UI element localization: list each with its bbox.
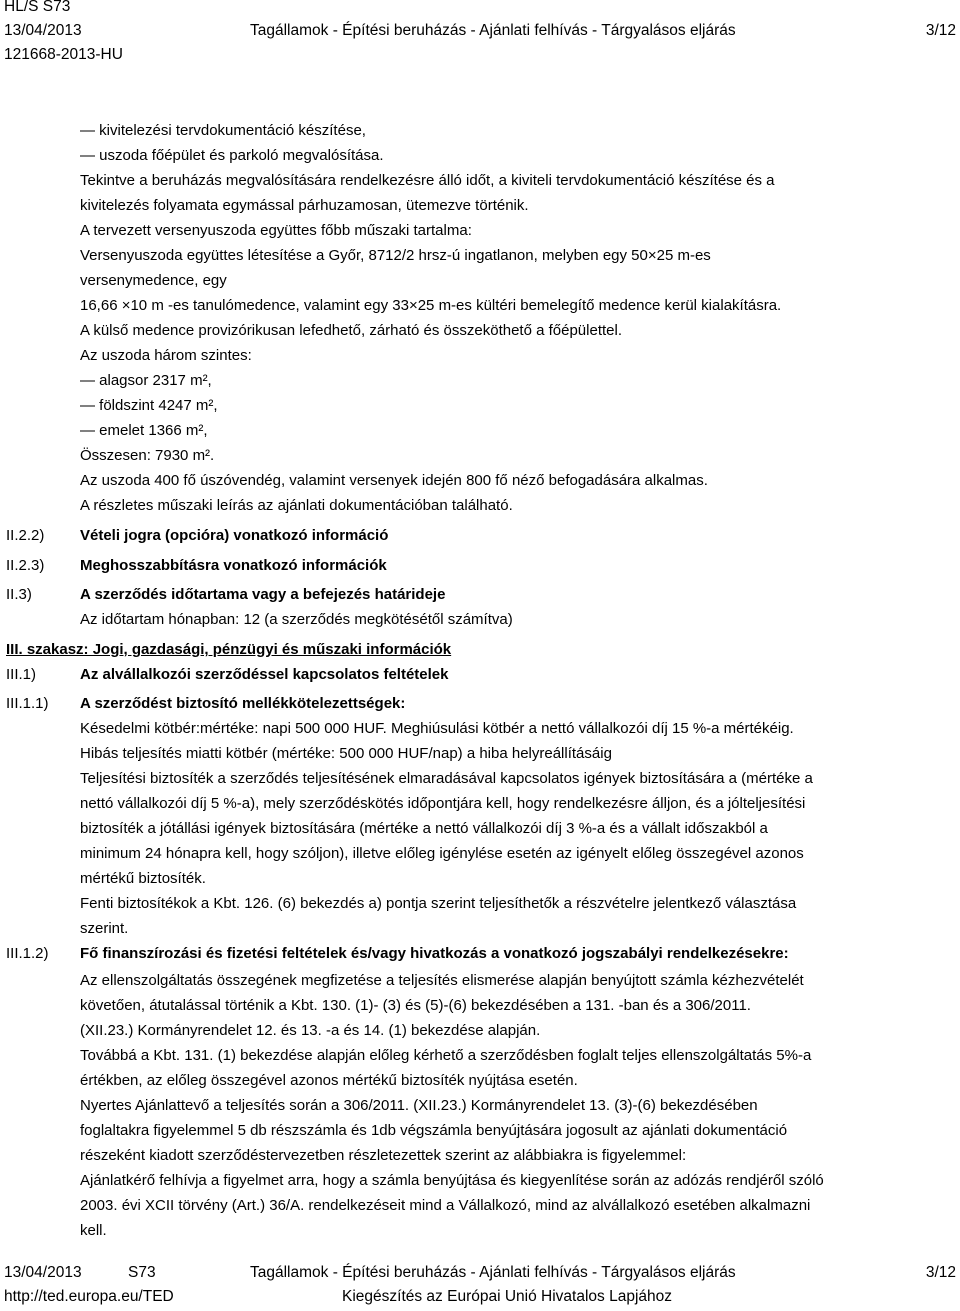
body-line: Továbbá a Kbt. 131. (1) bekezdése alapján előleg kérhető a szerződésben foglalt teljes ellenszolgáltatás 5%-a [80,1047,812,1064]
section-heading: Az alvállalkozói szerződéssel kapcsolatos feltételek [80,666,449,683]
body-line: Tekintve a beruházás megvalósítására rendelkezésre álló időt, a kiviteli tervdokumentáció készítése és a [80,172,775,189]
header-journal-ref: HL/S S73 [4,0,71,15]
body-line: Az ellenszolgáltatás összegének megfizetése a teljesítés elismerése alapján benyújtott számla kézhezvételét [80,972,804,989]
section-number: II.3) [6,586,32,603]
body-line: A külső medence provizórikusan lefedhető, zárható és összeköthető a főépülettel. [80,322,622,339]
body-line: kell. [80,1222,107,1239]
section-number: II.2.2) [6,527,45,544]
section-heading: A szerződést biztosító mellékkötelezettségek: [80,695,406,712]
body-line: A részletes műszaki leírás az ajánlati dokumentációban található. [80,497,513,514]
body-line: Teljesítési biztosíték a szerződés teljesítésének elmaradásával kapcsolatos igények biztosítására a (mértéke a [80,770,813,787]
section-heading: Fő finanszírozási és fizetési feltételek és/vagy hivatkozás a vonatkozó jogszabályi rendelkezésekre: [80,945,789,962]
section-heading: A szerződés időtartama vagy a befejezés határideje [80,586,446,603]
body-line: Összesen: 7930 m². [80,447,215,464]
footer-supplement: Kiegészítés az Európai Unió Hivatalos Lapjához [342,1288,672,1305]
part-heading: III. szakasz: Jogi, gazdasági, pénzügyi és műszaki információk [6,641,452,658]
section-number: III.1.2) [6,945,49,962]
footer-page-number: 3/12 [925,1264,956,1281]
body-line: Versenyuszoda együttes létesítése a Győr, 8712/2 hrsz-ú ingatlanon, melyben egy 50×25 m-es [80,247,711,264]
body-line: Ajánlatkérő felhívja a figyelmet arra, hogy a számla benyújtása és kiegyenlítése során az adózás rendjéről szóló [80,1172,824,1189]
body-line: versenymedence, egy [80,272,227,289]
body-line: Az uszoda 400 fő úszóvendég, valamint versenyek idején 800 fő néző befogadására alkalmas. [80,472,708,489]
body-line: (XII.23.) Kormányrendelet 12. és 13. -a és 14. (1) bekezdése alapján. [80,1022,541,1039]
footer-series: S73 [128,1264,156,1281]
header-document-id: 121668-2013-HU [4,46,123,63]
body-line: — kivitelezési tervdokumentáció készítése, [80,122,366,139]
section-heading: Vételi jogra (opcióra) vonatkozó információ [80,527,389,544]
body-line: Fenti biztosítékok a Kbt. 126. (6) bekezdés a) pontja szerint teljesíthetők a részvételre jelentkező választása [80,895,797,912]
body-line: Nyertes Ajánlattevő a teljesítés során a 306/2011. (XII.23.) Kormányrendelet 13. (3)-(6) bekezdésében [80,1097,758,1114]
body-line: kivitelezés folyamata egymással párhuzamosan, ütemezve történik. [80,197,529,214]
body-line: szerint. [80,920,129,937]
section-number: II.2.3) [6,557,45,574]
body-line: mértékű biztosíték. [80,870,206,887]
section-number: III.1) [6,666,37,683]
body-line: Hibás teljesítés miatti kötbér (mértéke: 500 000 HUF/nap) a hiba helyreállításáig [80,745,612,762]
section-number: III.1.1) [6,695,49,712]
footer-title: Tagállamok - Építési beruházás - Ajánlati felhívás - Tárgyalásos eljárás [250,1264,736,1281]
body-line: A tervezett versenyuszoda együttes főbb műszaki tartalma: [80,222,472,239]
header-date: 13/04/2013 [4,22,82,39]
body-line: Késedelmi kötbér:mértéke: napi 500 000 HUF. Meghiúsulási kötbér a nettó vállalkozói díj 15 %-a mértékéig. [80,720,794,737]
body-line: Az uszoda három szintes: [80,347,252,364]
body-line: — alagsor 2317 m², [80,372,212,389]
body-line: követően, átutalással történik a Kbt. 130. (1)- (3) és (5)-(6) bekezdésében a 131. -ban és a 306/2011. [80,997,751,1014]
body-line: biztosíték a jótállási igények biztosítására (mértéke a nettó vállalkozói díj 3 %-a és a vállalt időszakból a [80,820,768,837]
body-line: 16,66 ×10 m -es tanulómedence, valamint egy 33×25 m-es kültéri bemelegítő medence kerül kialakításra. [80,297,782,314]
body-line: nettó vállalkozói díj 5 %-a), mely szerződéskötés időpontjára kell, hogy rendelkezésre álljon, és a jólteljesítési [80,795,806,812]
body-line: — emelet 1366 m², [80,422,208,439]
body-line: értékben, az előleg összegével azonos mértékű biztosíték nyújtása esetén. [80,1072,578,1089]
section-text: Az időtartam hónapban: 12 (a szerződés megkötésétől számítva) [80,611,513,628]
section-heading: Meghosszabbításra vonatkozó információk [80,557,387,574]
footer-date: 13/04/2013 [4,1264,82,1281]
body-line: — földszint 4247 m², [80,397,218,414]
body-line: foglaltakra figyelemmel 5 db részszámla és 1db végszámla benyújtására jogosult az ajánlati dokumentáció [80,1122,788,1139]
header-title: Tagállamok - Építési beruházás - Ajánlati felhívás - Tárgyalásos eljárás [250,22,736,39]
footer-url-link[interactable]: http://ted.europa.eu/TED [4,1288,174,1305]
body-line: 2003. évi XCII törvény (Art.) 36/A. rendelkezéseit mind a Vállalkozó, mind az alvállalkozó esetében alkalmazni [80,1197,811,1214]
body-line: részeként kiadott szerződéstervezetben részletezettek szerint az alábbiakra is figyelemmel: [80,1147,687,1164]
body-line: minimum 24 hónapra kell, hogy szóljon), illetve előleg igénylése esetén az igényelt előleg összegével azonos [80,845,804,862]
header-page-number: 3/12 [925,22,956,39]
body-line: — uszoda főépület és parkoló megvalósítása. [80,147,384,164]
